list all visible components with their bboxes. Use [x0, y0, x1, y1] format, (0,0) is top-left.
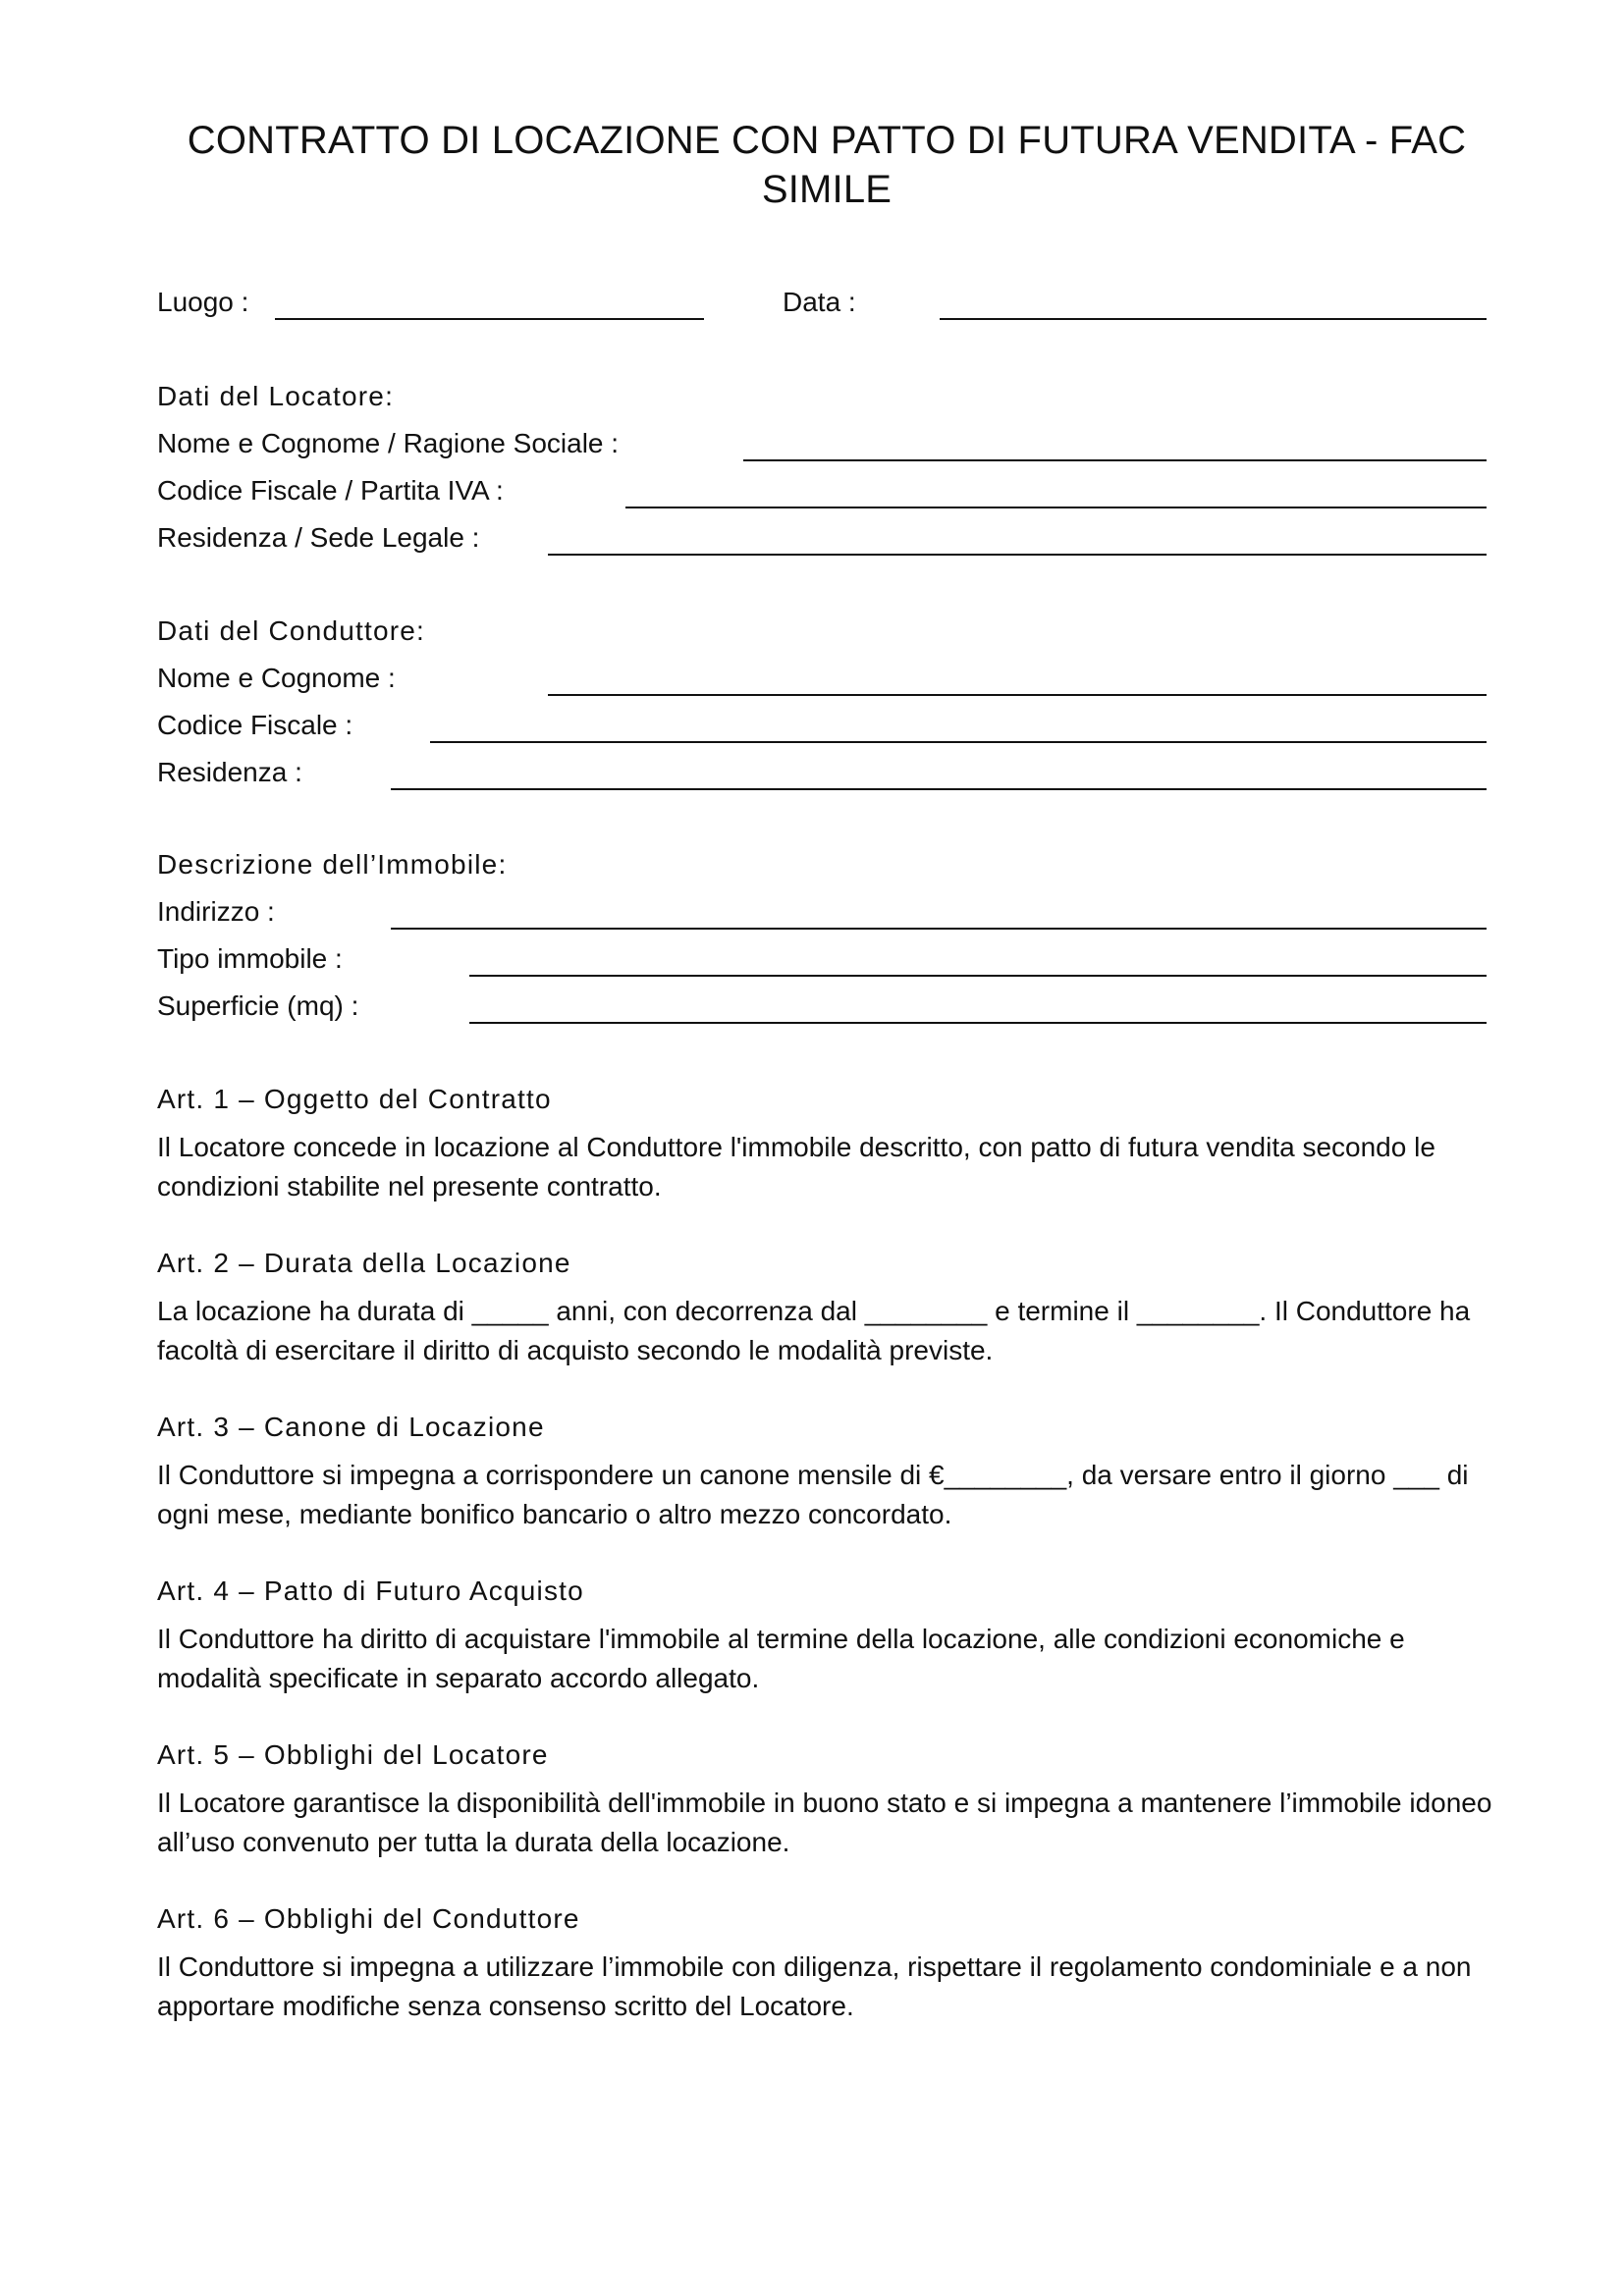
place-label: Luogo :: [157, 287, 249, 317]
locatore-heading: Dati del Locatore:: [157, 381, 395, 411]
article-6-text: Il Conduttore si impegna a utilizzare l’immobile con diligenza, rispettare il regolamento condominiale e a non apportare modifiche senza consenso scritto del Locatore.: [157, 1951, 1472, 2021]
article-2-heading: Art. 2 – Durata della Locazione: [157, 1248, 571, 1278]
immobile-area-label: Superficie (mq) :: [157, 990, 359, 1021]
locatore-tax-label: Codice Fiscale / Partita IVA :: [157, 475, 504, 506]
article-5-heading: Art. 5 – Obblighi del Locatore: [157, 1739, 549, 1770]
immobile-area-field-line[interactable]: [469, 1022, 1487, 1024]
conduttore-heading: Dati del Conduttore:: [157, 615, 426, 646]
immobile-type-field-line[interactable]: [469, 975, 1487, 977]
article-1-text: Il Locatore concede in locazione al Conduttore l'immobile descritto, con patto di futura vendita secondo le condizioni stabilite nel presente contratto.: [157, 1132, 1435, 1201]
document-title: CONTRATTO DI LOCAZIONE CON PATTO DI FUTURA VENDITA - FAC SIMILE: [187, 119, 1467, 211]
locatore-name-label: Nome e Cognome / Ragione Sociale :: [157, 428, 620, 458]
locatore-residence-field-line[interactable]: [548, 554, 1487, 556]
conduttore-name-field-line[interactable]: [548, 694, 1487, 696]
immobile-heading: Descrizione dell’Immobile:: [157, 849, 508, 880]
immobile-type-label: Tipo immobile :: [157, 943, 343, 974]
conduttore-tax-field-line[interactable]: [430, 741, 1487, 743]
article-1-heading: Art. 1 – Oggetto del Contratto: [157, 1084, 552, 1114]
conduttore-name-label: Nome e Cognome :: [157, 663, 396, 693]
article-4-heading: Art. 4 – Patto di Futuro Acquisto: [157, 1575, 584, 1606]
date-label: Data :: [783, 287, 856, 317]
article-5-text: Il Locatore garantisce la disponibilità dell'immobile in buono stato e si impegna a mantenere l’immobile idoneo all’uso convenuto per tutta la durata della locazione.: [157, 1788, 1492, 1857]
immobile-address-field-line[interactable]: [391, 928, 1487, 930]
immobile-address-label: Indirizzo :: [157, 896, 275, 927]
article-6-heading: Art. 6 – Obblighi del Conduttore: [157, 1903, 580, 1934]
article-3-text: Il Conduttore si impegna a corrispondere un canone mensile di €________, da versare entro il giorno ___ di ogni mese, mediante bonifico bancario o altro mezzo concordato.: [157, 1460, 1469, 1529]
conduttore-tax-label: Codice Fiscale :: [157, 710, 353, 740]
place-field-line[interactable]: [275, 318, 704, 320]
locatore-name-field-line[interactable]: [743, 459, 1487, 461]
conduttore-residence-label: Residenza :: [157, 757, 302, 787]
conduttore-residence-field-line[interactable]: [391, 788, 1487, 790]
locatore-residence-label: Residenza / Sede Legale :: [157, 522, 480, 553]
article-3-heading: Art. 3 – Canone di Locazione: [157, 1412, 545, 1442]
date-field-line[interactable]: [940, 318, 1487, 320]
locatore-tax-field-line[interactable]: [625, 507, 1487, 508]
article-2-text: La locazione ha durata di _____ anni, con decorrenza dal ________ e termine il ________. Il Conduttore ha facoltà di esercitare il diritto di acquisto secondo le modalità previste.: [157, 1296, 1471, 1365]
article-4-text: Il Conduttore ha diritto di acquistare l'immobile al termine della locazione, alle condizioni economiche e modalità specificate in separato accordo allegato.: [157, 1624, 1405, 1693]
